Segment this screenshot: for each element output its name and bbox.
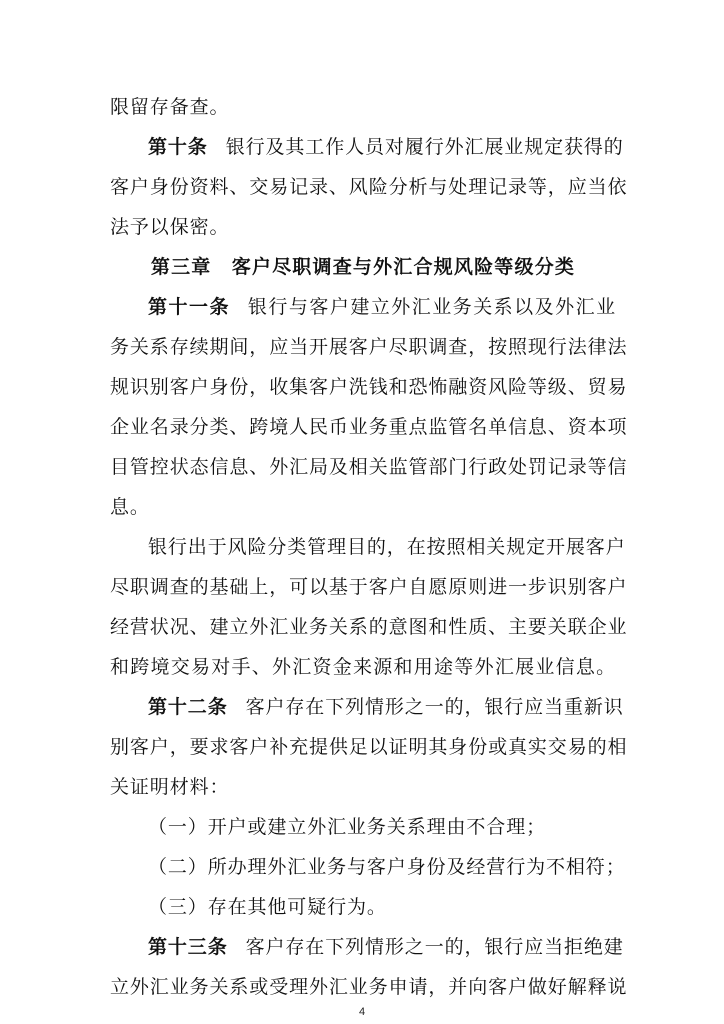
article-12-text: 客户存在下列情形之一的，银行应当重新识 (245, 696, 624, 718)
text-line: 务关系存续期间，应当开展客户尽职调查，按照现行法律法 (110, 336, 628, 358)
article-12-label: 第十二条 (148, 696, 228, 718)
text-line: 限留存备查。 (110, 96, 230, 118)
text-line: 别客户，要求客户补充提供足以证明其身份或真实交易的相 (110, 736, 628, 758)
text-line: 法予以保密。 (110, 216, 230, 238)
article-13-label: 第十三条 (148, 936, 228, 958)
text-line: 尽职调查的基础上，可以基于客户自愿原则进一步识别客户 (110, 576, 628, 598)
text-line: 客户身份资料、交易记录、风险分析与处理记录等，应当依 (110, 176, 628, 198)
text-line: 经营状况、建立外汇业务关系的意图和性质、主要关联企业 (110, 616, 628, 638)
list-item: （三）存在其他可疑行为。 (148, 896, 387, 918)
article-11-text: 银行与客户建立外汇业务关系以及外汇业 (247, 296, 616, 318)
page-number: 4 (358, 1006, 366, 1018)
article-13-first-line (148, 935, 624, 959)
article-11-label: 第十一条 (148, 296, 230, 318)
article-10-label: 第十条 (148, 136, 208, 158)
article-12-first-line (148, 695, 624, 719)
list-item: （一）开户或建立外汇业务关系理由不合理； (148, 816, 547, 838)
text-line: 目管控状态信息、外汇局及相关监管部门行政处罚记录等信 (110, 456, 628, 478)
text-line: 关证明材料： (110, 776, 230, 798)
paragraph-first-line: 银行出于风险分类管理目的，在按照相关规定开展客户 (148, 536, 626, 558)
article-10-text: 银行及其工作人员对履行外汇展业规定获得的 (225, 136, 624, 158)
text-line: 息。 (110, 496, 150, 518)
article-11-first-line (148, 295, 616, 319)
text-line: 立外汇业务关系或受理外汇业务申请，并向客户做好解释说 (110, 976, 628, 998)
text-line: 企业名录分类、跨境人民币业务重点监管名单信息、资本项 (110, 416, 628, 438)
chapter-heading: 第三章 客户尽职调查与外汇合规风险等级分类 (150, 256, 576, 278)
text-line: 规识别客户身份，收集客户洗钱和恐怖融资风险等级、贸易 (110, 376, 628, 398)
list-item: （二）所办理外汇业务与客户身份及经营行为不相符； (148, 856, 626, 878)
text-line: 和跨境交易对手、外汇资金来源和用途等外汇展业信息。 (110, 656, 616, 678)
article-13-text: 客户存在下列情形之一的，银行应当拒绝建 (245, 936, 624, 958)
article-10-first-line (148, 135, 624, 159)
